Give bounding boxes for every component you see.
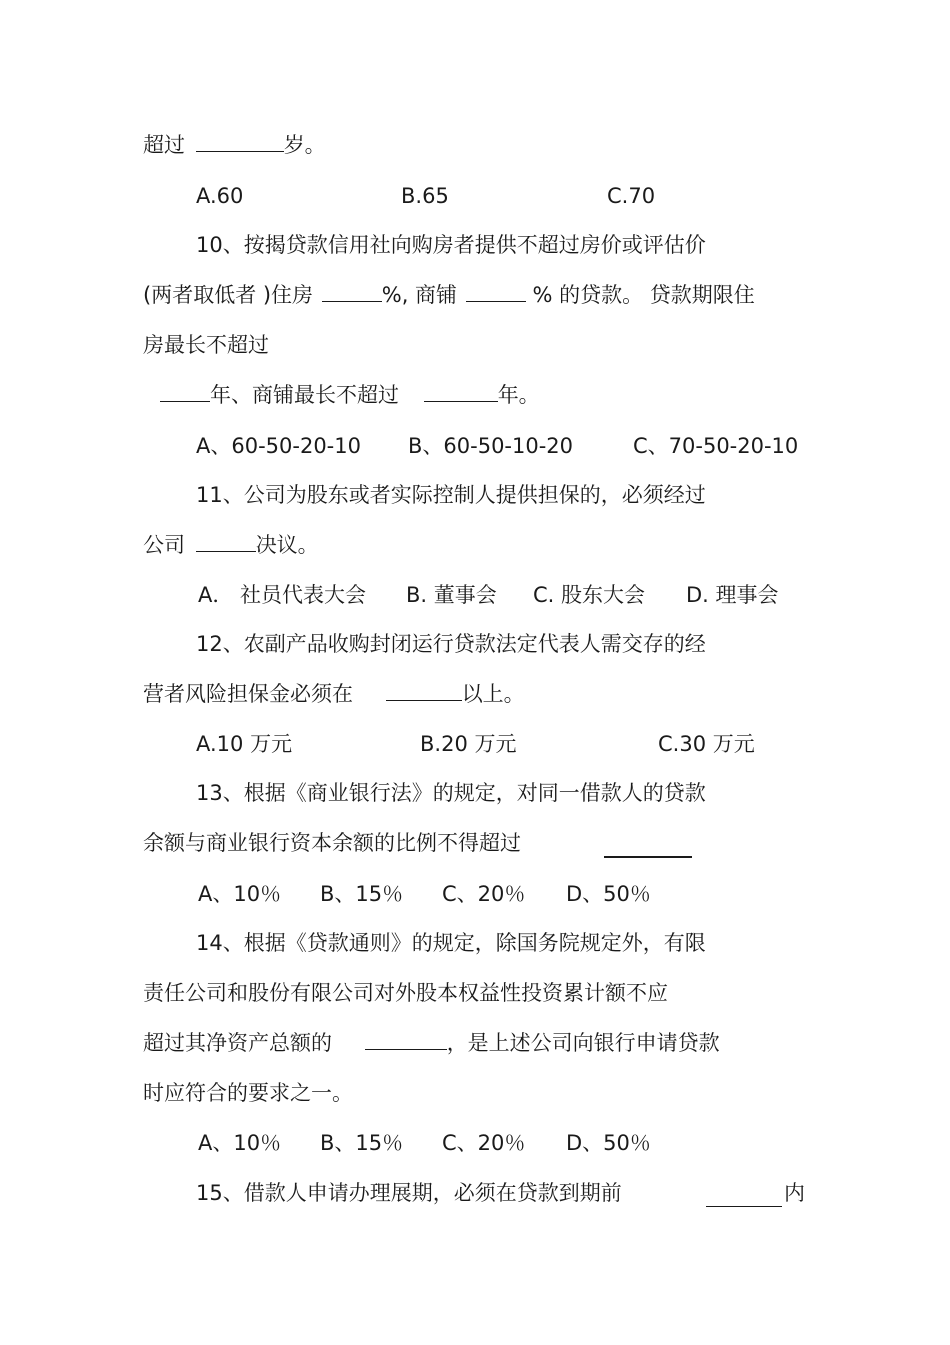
q11-option-d: D. 理事会 [686,583,779,607]
q9-tail-suffix: 岁。 [283,133,326,157]
q15-line1-suffix: 内 [784,1181,805,1205]
q12-blank[interactable] [386,680,462,701]
q11-option-a: A． 社员代表大会 [198,583,367,607]
q14-line2: 责任公司和股份有限公司对外股本权益性投资累计额不应 [143,981,668,1005]
q11-option-c: C. 股东大会 [533,583,646,607]
q10-line2-b: %, 商铺 [381,283,458,307]
q9-tail-prefix: 超过 [143,133,185,157]
q12-line1: 12、农副产品收购封闭运行贷款法定代表人需交存的经 [196,632,706,656]
q9-option-b: B.65 [401,184,449,208]
q13-option-c: C、20％ [442,882,526,906]
q14-line3 [143,1028,720,1058]
q9-option-c: C.70 [607,184,656,208]
q13-option-d: D、50％ [566,882,651,906]
q10-blank-housing-percent[interactable] [322,281,382,302]
q13-option-a: A、10％ [198,882,282,906]
q10-line2-a: (两者取低者 )住房 [143,283,314,307]
q12-line2 [143,679,525,709]
q11-line2-b: 决议。 [255,533,319,557]
q10-line4-b: 年。 [497,383,540,407]
q13-line1: 13、根据《商业银行法》的规定，对同一借款人的贷款 [196,781,706,805]
q11-line2-a: 公司 [143,533,185,557]
q14-option-d: D、50％ [566,1131,651,1155]
q13-blank[interactable] [604,836,692,858]
q10-line1: 10、按揭贷款信用社向购房者提供不超过房价或评估价 [196,233,706,257]
q15-blank[interactable] [706,1186,782,1207]
q10-line4 [160,380,540,410]
q10-option-b: B、60-50-10-20 [408,434,574,458]
q10-option-c: C、70-50-20-10 [633,434,799,458]
q14-option-b: B、15％ [320,1131,404,1155]
q15-line1: 15、借款人申请办理展期，必须在贷款到期前 [196,1181,622,1205]
q14-line3-b: ，是上述公司向银行申请贷款 [446,1031,720,1055]
q14-option-c: C、20％ [442,1131,526,1155]
q9-blank[interactable] [196,131,284,152]
q10-line3: 房最长不超过 [143,333,269,357]
q9-tail [143,130,326,160]
q13-option-b: B、15％ [320,882,404,906]
q11-line1: 11、公司为股东或者实际控制人提供担保的，必须经过 [196,483,706,507]
q11-blank[interactable] [196,531,256,552]
q14-option-a: A、10％ [198,1131,282,1155]
q14-line3-a: 超过其净资产总额的 [143,1031,332,1055]
q12-option-b: B.20 万元 [420,732,517,756]
q10-blank-housing-years[interactable] [160,381,210,402]
q12-option-a: A.10 万元 [196,732,293,756]
q10-line4-a: 年、商铺最长不超过 [210,383,399,407]
q12-line2-b: 以上。 [461,682,525,706]
q10-blank-shop-years[interactable] [424,381,498,402]
q10-line2-c: % 的贷款。 贷款期限住 [532,283,755,307]
q9-option-a: A.60 [196,184,244,208]
q10-option-a: A、60-50-20-10 [196,434,361,458]
q11-line2 [143,530,319,560]
q14-line4: 时应符合的要求之一。 [143,1081,353,1105]
q14-blank[interactable] [365,1029,447,1050]
q11-option-b: B. 董事会 [406,583,497,607]
q10-blank-shop-percent[interactable] [466,281,526,302]
q10-line2 [143,280,755,310]
q12-line2-a: 营者风险担保金必须在 [143,682,353,706]
q14-line1: 14、根据《贷款通则》的规定，除国务院规定外，有限 [196,931,706,955]
q12-option-c: C.30 万元 [658,732,755,756]
q13-line2: 余额与商业银行资本余额的比例不得超过 [143,831,521,855]
